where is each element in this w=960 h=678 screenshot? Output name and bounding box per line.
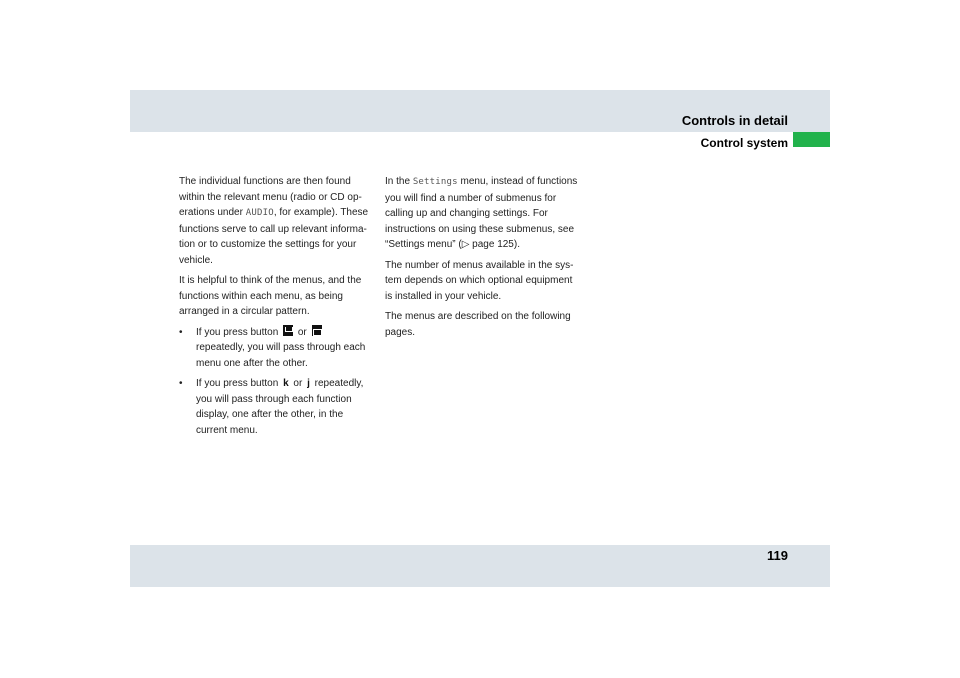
menu-back-button-icon <box>283 325 293 336</box>
bullet1-text-post: repeatedly, you will pass through each menu one after the other. <box>196 342 366 369</box>
settings-paragraph <box>385 174 581 253</box>
arrow-down-button-icon: j <box>307 378 310 389</box>
right-column <box>385 174 581 345</box>
section-title: Controls in detail <box>681 113 788 128</box>
subsection-title: Control system <box>700 136 788 150</box>
arrow-up-button-icon: k <box>283 378 289 389</box>
bullet1-text-pre: If you press button <box>196 326 279 338</box>
menu-forward-button-icon <box>312 325 322 336</box>
left-column <box>179 174 375 443</box>
settings-text-1: In the <box>385 176 413 187</box>
menus-available-paragraph: The number of menus available in the sys-tem depends on which optional equipment is installed in your vehicle. <box>385 259 574 302</box>
settings-menu-code: Settings <box>412 177 458 187</box>
bullet1-or: or <box>297 326 307 338</box>
footer-band <box>130 545 830 587</box>
intro-text-2: , for example). These functions serve to call up relevant informa-tion or to customize the settings for your vehicle. <box>179 207 369 266</box>
bullet2-text-post: repeatedly, you will pass through each function display, one after the other, in the current menu. <box>196 378 364 436</box>
bullet2-or: or <box>293 378 303 389</box>
bullet-mark: • <box>179 326 183 338</box>
page-number: 119 <box>767 548 788 563</box>
intro-paragraph <box>179 174 375 268</box>
bullet2-text-pre: If you press button <box>196 378 279 389</box>
list-item <box>179 376 375 438</box>
list-item <box>179 325 375 372</box>
settings-text-2: menu, instead of functions you will find a number of submenus for calling up and changing settings. For instructions on using these submenus, see “Settings menu” (▷ page 125). <box>385 176 578 250</box>
circular-pattern-paragraph: It is helpful to think of the menus, and the functions within each menu, as being arranged in a circular pattern. <box>179 275 362 317</box>
intro-text-1: The individual functions are then found within the relevant menu (radio or CD op-erations under <box>179 176 362 218</box>
audio-menu-code: AUDIO <box>245 208 274 218</box>
bullet-mark: • <box>179 378 183 389</box>
section-marker-tab <box>793 132 830 147</box>
following-pages-paragraph: The menus are described on the following pages. <box>385 311 571 338</box>
